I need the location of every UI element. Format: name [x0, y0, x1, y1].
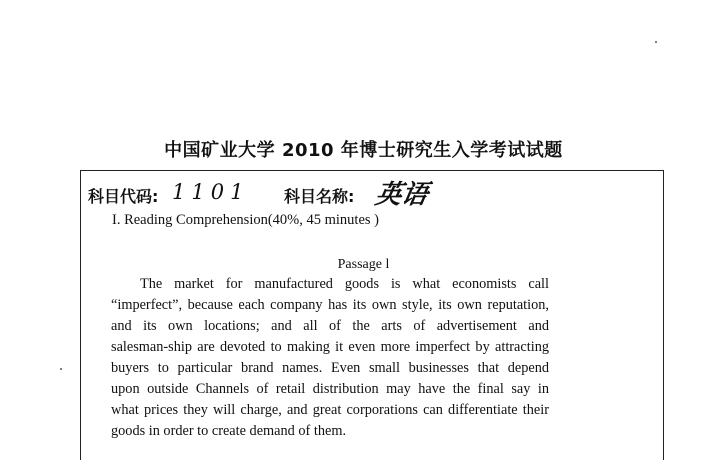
- passage-line: “imperfect”, because each company has its own style, its own reputation,: [111, 297, 549, 313]
- section-heading: I. Reading Comprehension(40%, 45 minutes ): [112, 212, 379, 228]
- subject-name-label: 科目名称:: [284, 187, 355, 206]
- passage-line: buyers to particular brand names. Even small businesses that depend: [111, 360, 549, 376]
- passage-line: goods in order to create demand of them.: [111, 423, 347, 439]
- subject-code-value: 1101: [172, 180, 250, 204]
- passage-line: The market for manufactured goods is what economists call: [140, 276, 549, 292]
- exam-title: 中国矿业大学 2010 年博士研究生入学考试试题: [164, 140, 563, 161]
- passage-title: Passage l: [337, 257, 390, 272]
- passage-line: what prices they will charge, and great corporations can differentiate their: [111, 402, 549, 418]
- passage-line: salesman-ship are devoted to making it even more imperfect by attracting: [111, 339, 549, 355]
- passage-line: upon outside Channels of retail distribution may have the final say in: [111, 381, 549, 397]
- subject-code-label: 科目代码:: [88, 187, 159, 206]
- scan-speck: [655, 41, 657, 43]
- passage-line: and its own locations; and all of the arts of advertisement and: [111, 318, 549, 334]
- subject-name-value: 英语: [372, 180, 431, 210]
- scan-speck: [60, 368, 62, 370]
